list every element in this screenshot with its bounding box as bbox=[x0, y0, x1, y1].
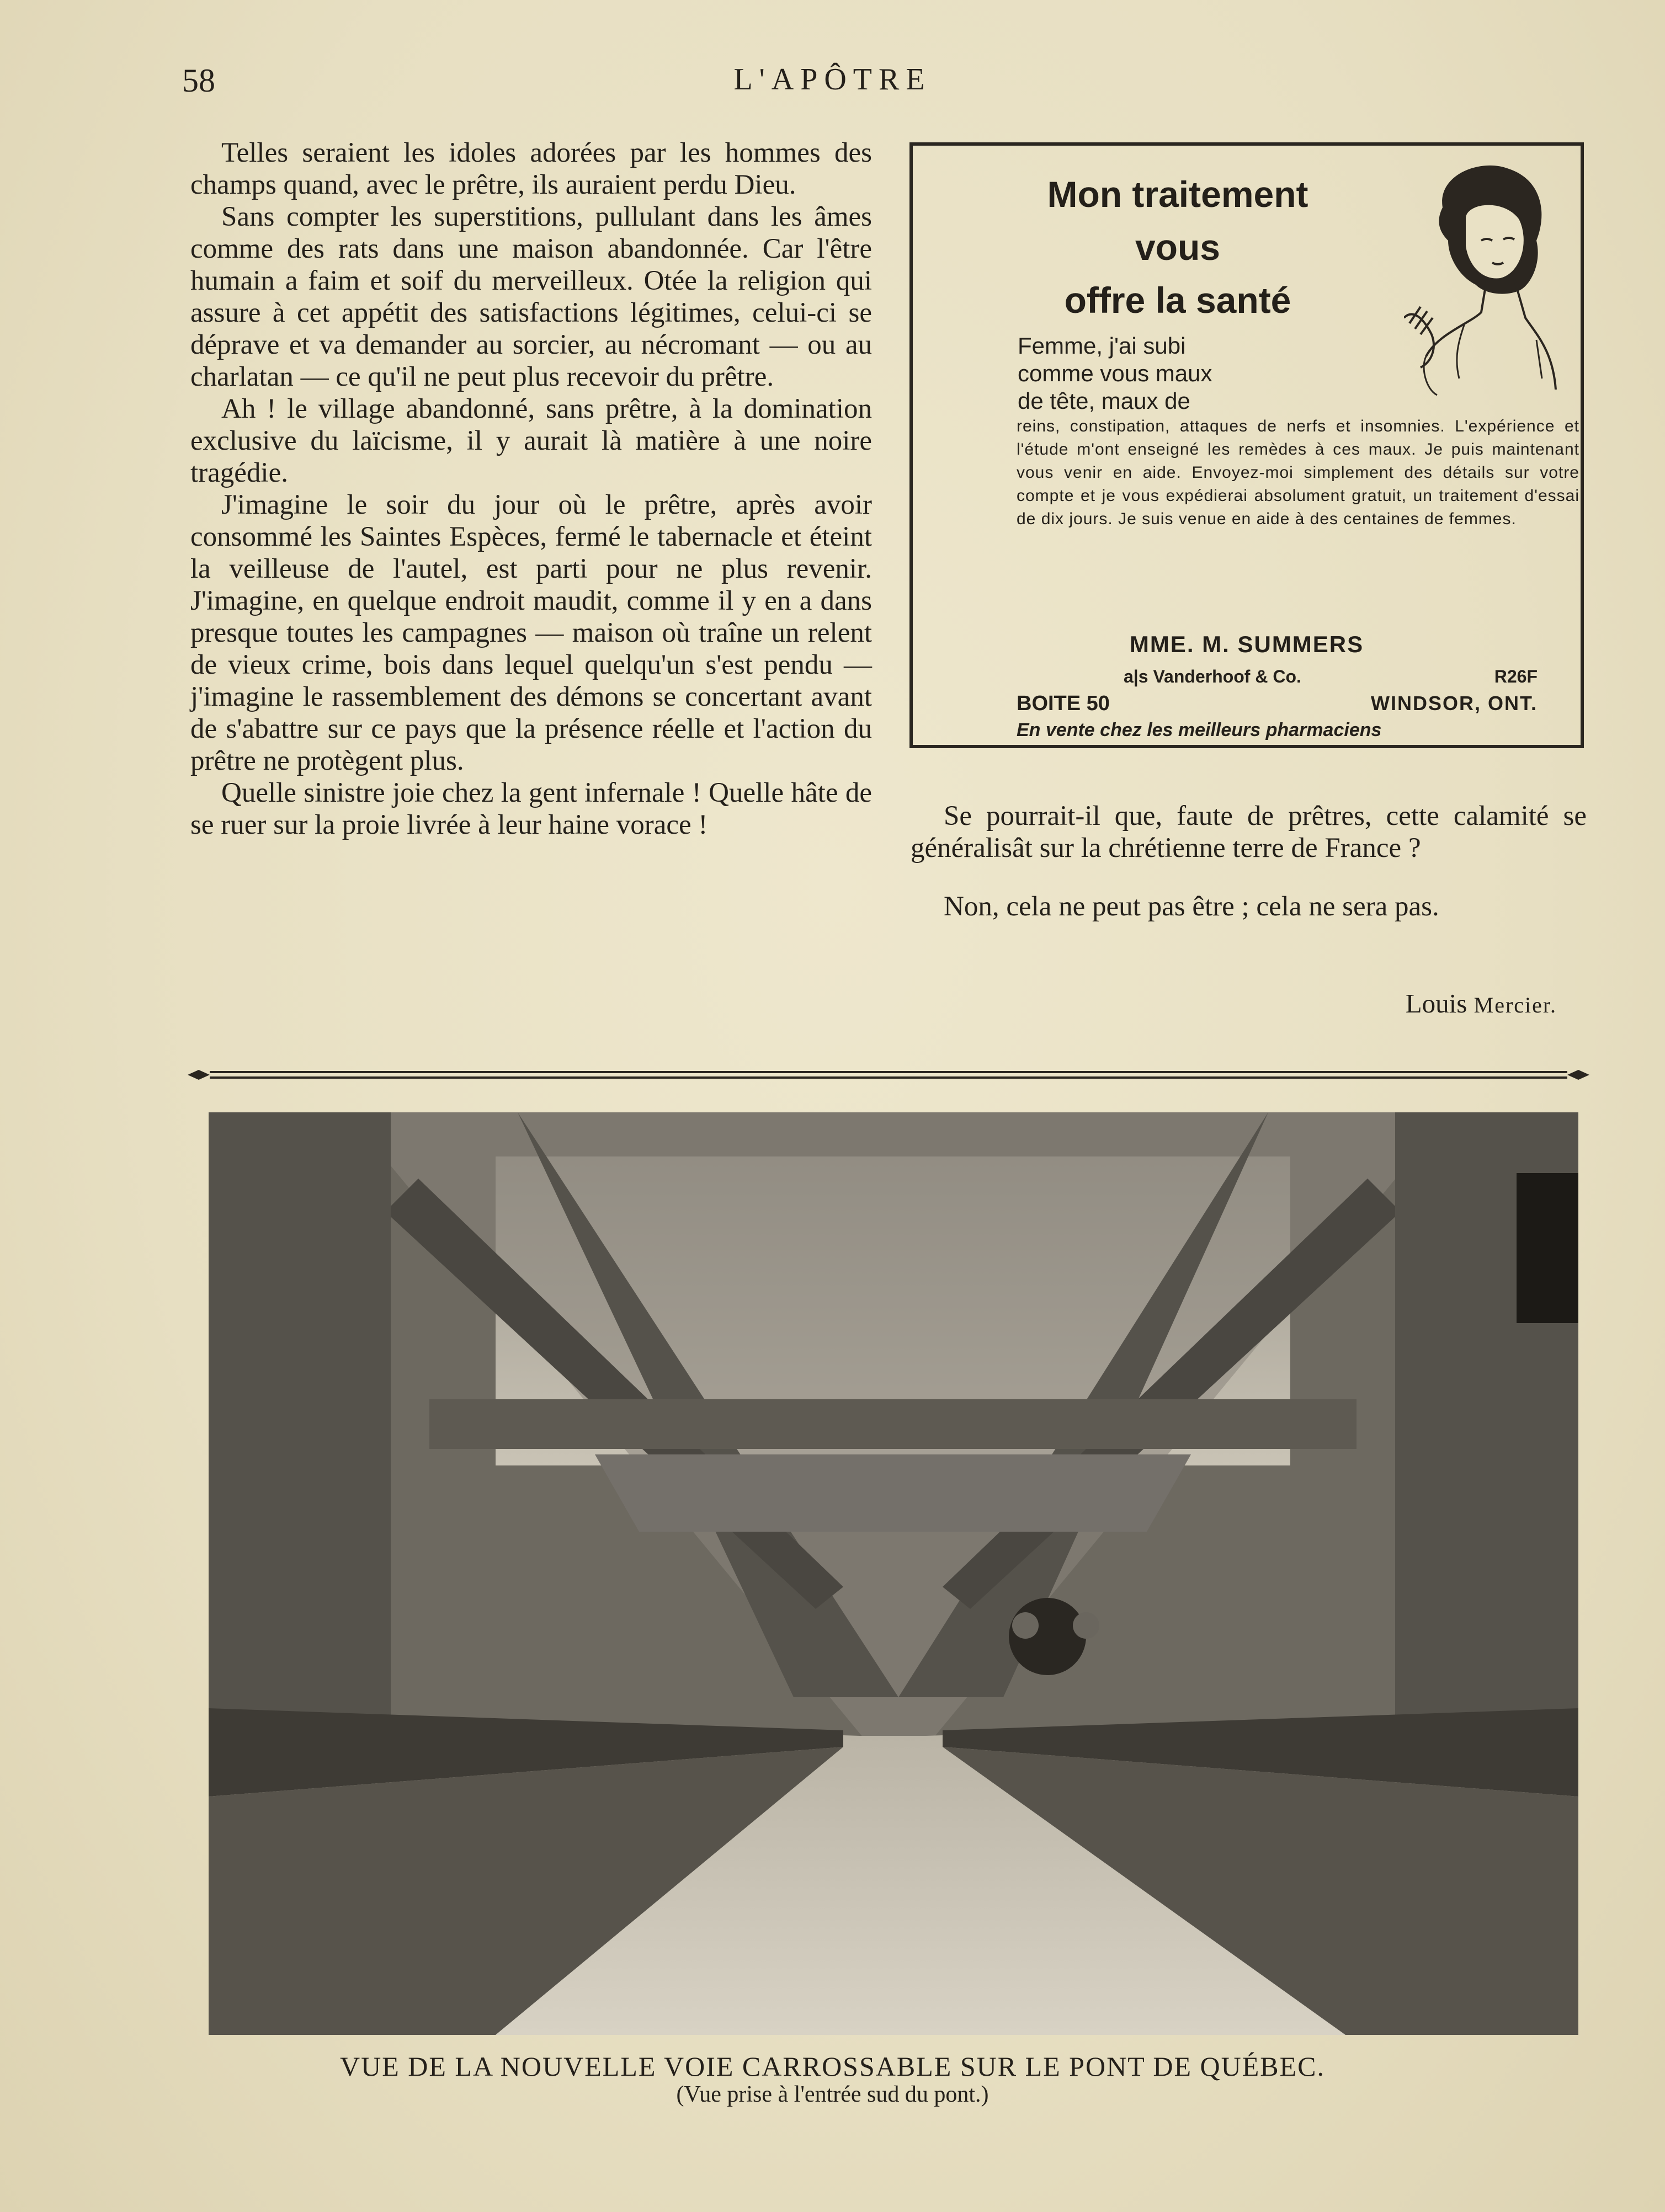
ad-footer: En vente chez les meilleurs pharmaciens bbox=[1017, 719, 1382, 740]
paragraph: Quelle sinistre joie chez la gent infernale ! Quelle hâte de se ruer sur la proie livrée à leur haine vorace ! bbox=[190, 777, 872, 840]
paragraph: Sans compter les superstitions, pullulant dans les âmes comme des rats dans une maison abandonnée. Car l'être humain a faim et soif du merveilleux. Otée la religion qui assure à cet appétit des satisfactions légitimes, celui-ci se déprave et va demander au sorcier, au nécromant — ou au charlatan — ce qu'il ne peut plus recevoir du prêtre. bbox=[190, 201, 872, 392]
advertisement bbox=[909, 142, 1584, 748]
ad-headline bbox=[913, 168, 1443, 327]
right-column bbox=[911, 800, 1587, 923]
journal-title: L'APÔTRE bbox=[733, 62, 932, 97]
author-first-name: Louis bbox=[1405, 988, 1467, 1019]
page-number: 58 bbox=[182, 62, 215, 99]
ad-intro-line: Femme, j'ai subi bbox=[1018, 333, 1186, 359]
photo-mounting-tab bbox=[1517, 1173, 1578, 1323]
photo-caption: VUE DE LA NOUVELLE VOIE CARROSSABLE SUR LE PONT DE QUÉBEC. bbox=[340, 2051, 1325, 2082]
ad-reference: R26F bbox=[1494, 667, 1538, 686]
photo-subcaption: (Vue prise à l'entrée sud du pont.) bbox=[676, 2082, 989, 2107]
ad-headline-line: vous bbox=[1135, 227, 1221, 268]
woman-illustration-icon bbox=[1404, 158, 1558, 401]
ad-city: WINDSOR, ONT. bbox=[1371, 692, 1538, 715]
ad-intro-line: de tête, maux de bbox=[1018, 388, 1190, 414]
ad-advertiser-name: MME. M. SUMMERS bbox=[1129, 631, 1364, 657]
paragraph: Ah ! le village abandonné, sans prêtre, à la domination exclusive du laïcisme, il y aurait là matière à une noire tragédie. bbox=[190, 393, 872, 488]
ad-intro-line: comme vous maux bbox=[1018, 360, 1212, 386]
paragraph: Telles seraient les idoles adorées par les hommes des champs quand, avec le prêtre, ils auraient perdu Dieu. bbox=[190, 137, 872, 200]
bridge-photograph bbox=[209, 1112, 1578, 2035]
author-signature bbox=[1406, 988, 1557, 1019]
ad-headline-line: Mon traitement bbox=[1047, 174, 1308, 215]
bridge-photo-image bbox=[209, 1112, 1578, 2035]
ad-headline-line: offre la santé bbox=[1064, 280, 1291, 321]
paragraph: Non, cela ne peut pas être ; cela ne sera pas. bbox=[944, 891, 1439, 922]
paragraph: J'imagine le soir du jour où le prêtre, après avoir consommé les Saintes Espèces, fermé le tabernacle et éteint la veilleuse de l'autel, est parti pour ne plus revenir. J'imagine, en quelque endroit maudit, comme il y en a dans presque toutes les campagnes — maison où traîne un relent de vieux crime, bois dans lequel quelqu'un s'est pendu — j'imagine le rassemblement des démons se concertant avant de s'abattre sur ce pays que la présence réelle et l'action du prêtre ne protègent plus. bbox=[190, 489, 872, 776]
ad-box-number: BOITE 50 bbox=[1017, 692, 1110, 715]
left-column bbox=[190, 137, 872, 841]
ornamental-divider bbox=[188, 1068, 1589, 1082]
ad-address: a|s Vanderhoof & Co. bbox=[1124, 667, 1301, 686]
ad-intro bbox=[1018, 332, 1327, 415]
paragraph: Se pourrait-il que, faute de prêtres, cette calamité se généralisât sur la chrétienne terre de France ? bbox=[911, 801, 1587, 864]
author-last-name: Mercier. bbox=[1474, 993, 1557, 1017]
ad-body: reins, constipation, attaques de nerfs et insomnies. L'expérience et l'étude m'ont enseigné les remèdes à ces maux. Je puis maintenant vous venir en aide. Envoyez-moi simplement des détails sur votre compte et je vous expédierai absolument gratuit, un traitement d'essai de dix jours. Je suis venue en aide à des centaines de femmes. bbox=[1017, 417, 1579, 528]
